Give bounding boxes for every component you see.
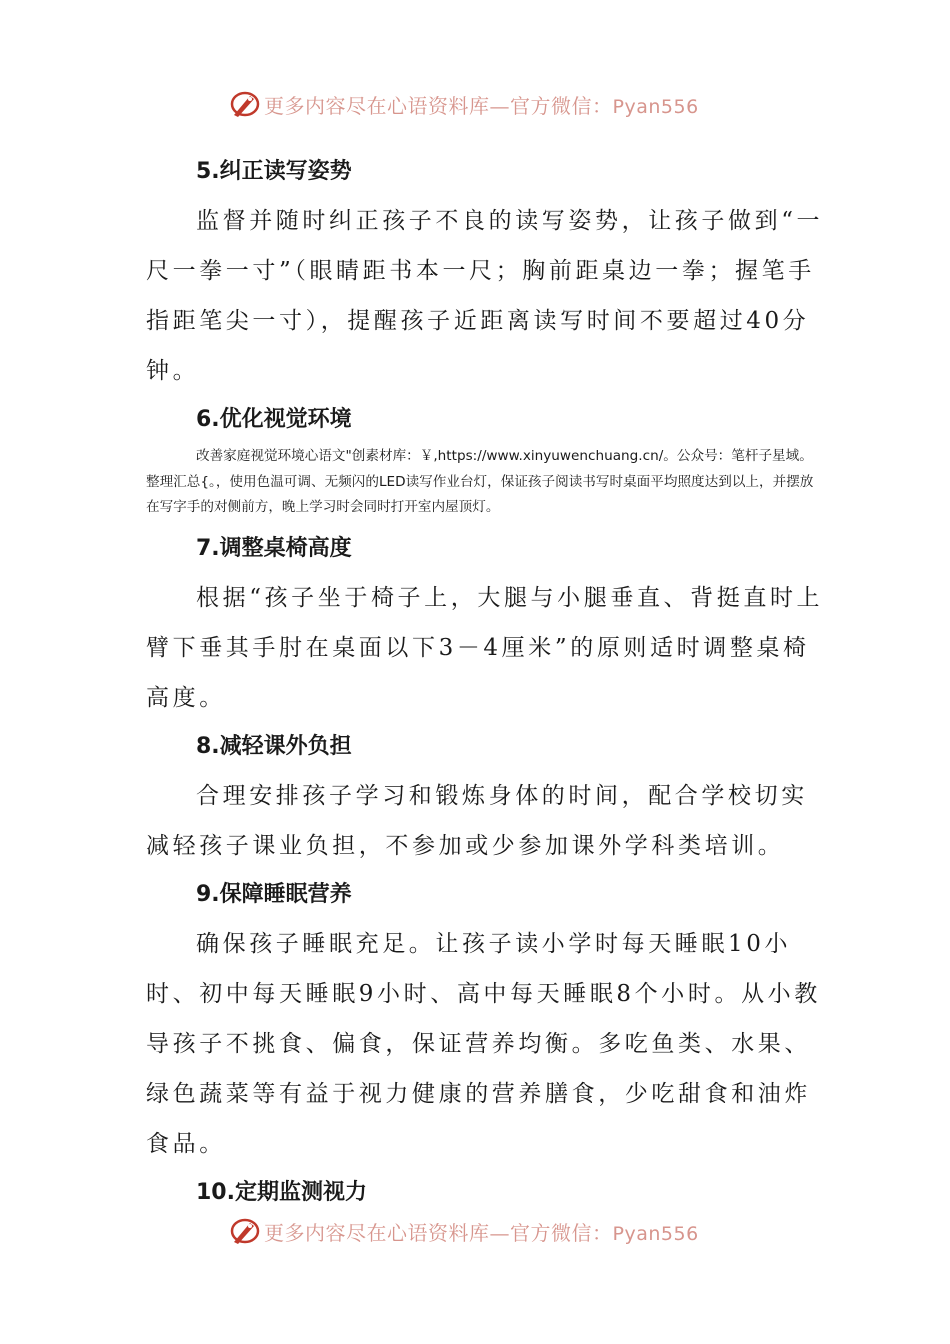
section-heading: 9.保障睡眠营养 [196,881,352,907]
section-heading: 8.减轻课外负担 [196,733,352,759]
pen-nib-logo-icon [228,87,262,121]
header-banner [0,84,950,124]
banner-inner [228,1211,699,1251]
section-paragraph: 监督并随时纠正孩子不良的读写姿势，让孩子做到“一尺一拳一寸”（眼睛距书本一尺；胸前距桌边一拳；握笔手指距笔尖一寸），提醒孩子近距离读写时间不要超过40分钟。 [146,208,824,384]
banner-slogan: 更多内容尽在心语资料库—官方微信： [264,1220,613,1245]
section-heading: 7.调整桌椅高度 [196,535,352,561]
section-paragraph: 合理安排孩子学习和锻炼身体的时间，配合学校切实减轻孩子课业负担，不参加或少参加课外学科类培训。 [146,782,808,859]
footer-banner [0,1211,950,1251]
section-heading: 5.纠正读写姿势 [196,159,352,184]
banner-inner [228,84,699,124]
banner-slogan: 更多内容尽在心语资料库—官方微信： [264,93,613,118]
banner-text [264,1217,699,1246]
document-body [146,148,826,1217]
pen-nib-logo-icon [228,1214,262,1248]
banner-text [264,90,699,119]
section-heading: 6.优化视觉环境 [196,407,352,432]
section-paragraph: 改善家庭视觉环境心语文"创素材库：￥,https://www.xinyuwenchuang.cn/。公众号：笔杆子星域。整理汇总{。，使用色温可调、无频闪的LED读写作业台灯，保证孩子阅读书写时桌面平均照度达到以上，并摆放在写字手的对侧前方，晚上学习时会同时打开室内屋顶灯。 [146,448,814,515]
section-paragraph: 确保孩子睡眠充足。让孩子读小学时每天睡眠10小时、初中每天睡眠9小时、高中每天睡眠8个小时。从小教导孩子不挑食、偏食，保证营养均衡。多吃鱼类、水果、绿色蔬菜等有益于视力健康的营养膳食，少吃甜食和油炸食品。 [146,930,821,1157]
banner-wechat-id: Pyan556 [612,95,699,118]
section-heading: 10.定期监测视力 [196,1179,367,1205]
banner-wechat-id: Pyan556 [612,1222,699,1245]
section-paragraph: 根据“孩子坐于椅子上，大腿与小腿垂直、背挺直时上臂下垂其手肘在桌面以下3－4厘米”的原则适时调整桌椅高度。 [146,584,824,711]
